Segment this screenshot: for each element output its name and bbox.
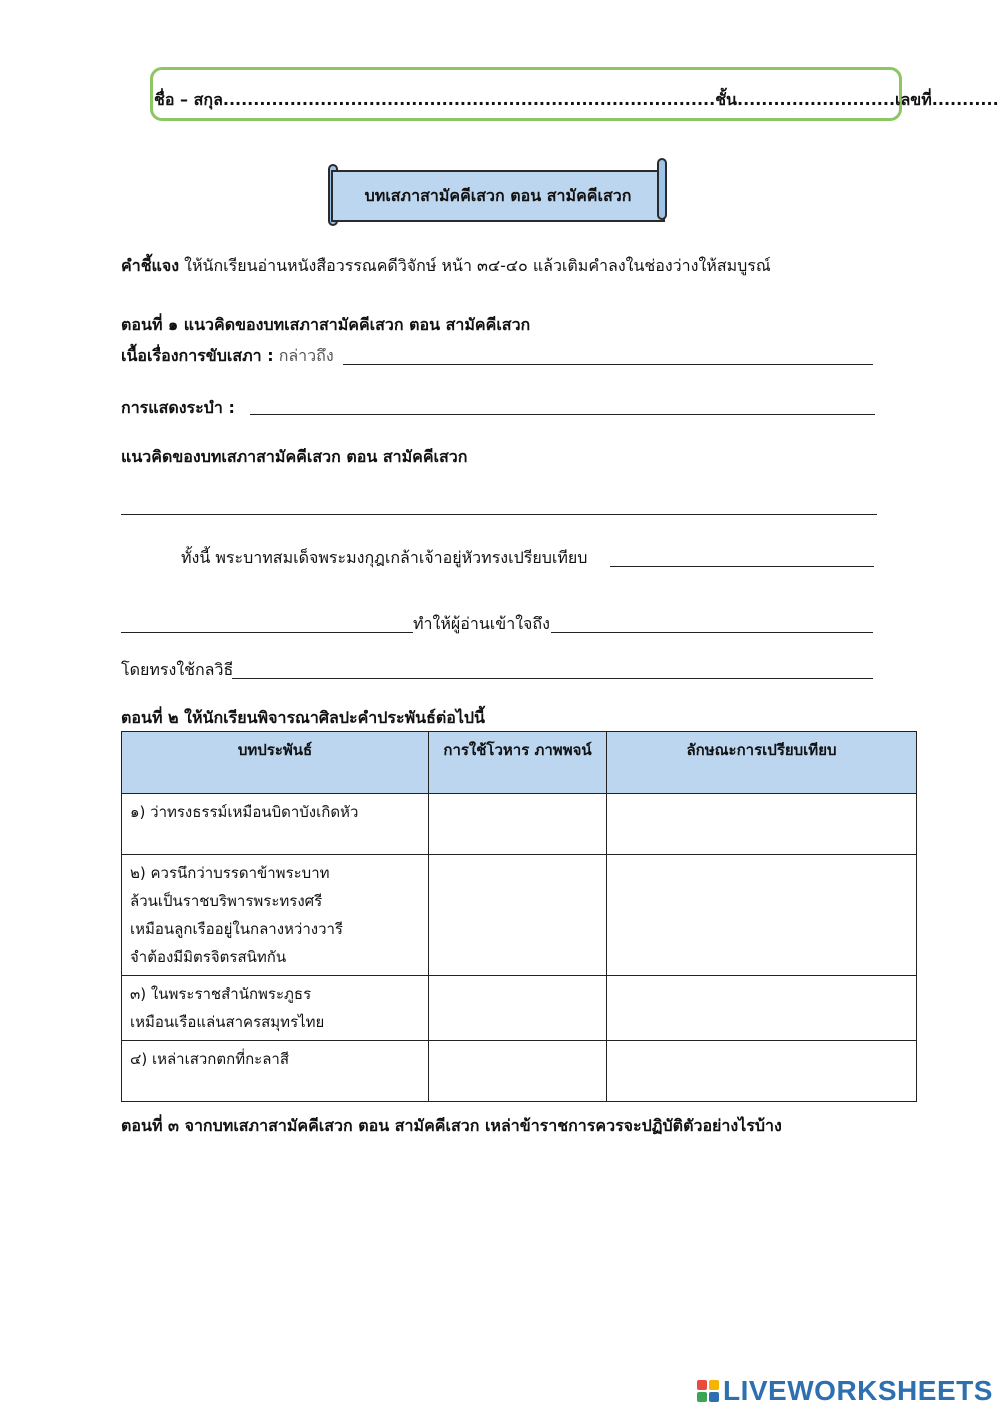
title-banner xyxy=(331,170,665,222)
verse-line: เหมือนลูกเรืออยู่ในกลางหว่างวารี xyxy=(130,920,343,938)
method-answer-line[interactable] xyxy=(232,678,873,679)
reader-text: ทำให้ผู้อ่านเข้าใจถึง xyxy=(413,614,550,633)
comparison-answer-cell[interactable] xyxy=(607,855,917,976)
content-answer-line[interactable] xyxy=(343,364,873,365)
instructions-label: คำชี้แจง xyxy=(121,256,180,275)
verse-cell xyxy=(122,976,429,1041)
verse-line: ๑) ว่าทรงธรรม์เหมือนบิดาบังเกิดหัว xyxy=(130,803,359,821)
verse-cell xyxy=(122,855,429,976)
figures-of-speech-table xyxy=(121,731,917,1102)
verse-cell xyxy=(122,794,429,855)
column-header-figure-of-speech: การใช้โวหาร ภาพพจน์ xyxy=(429,732,607,794)
dance-label: การแสดงระบำ : xyxy=(121,398,235,417)
banner-scroll-right xyxy=(657,158,667,220)
figure-answer-cell[interactable] xyxy=(429,976,607,1041)
instructions xyxy=(121,254,771,279)
verse-line: เหมือนเรือแล่นสาครสมุทรไทย xyxy=(130,1013,325,1031)
instructions-text: ให้นักเรียนอ่านหนังสือวรรณคดีวิจักษ์ หน้า ๓๔-๔๐ แล้วเติมคำลงในช่องว่างให้สมบูรณ์ xyxy=(184,256,771,275)
table-row xyxy=(122,855,917,976)
comparison-answer-cell[interactable] xyxy=(607,976,917,1041)
content-row xyxy=(121,344,334,369)
verse-line: ๓) ในพระราชสำนักพระภูธร xyxy=(130,985,312,1003)
name-field-line[interactable]: ชื่อ – สกุล.................................................................................ชั้น..........................เลขที่........... xyxy=(154,90,999,109)
compare-continue-line[interactable] xyxy=(121,632,413,633)
table-row xyxy=(122,1041,917,1102)
verse-line: ๔) เหล่าเสวกตกที่กะลาสี xyxy=(130,1050,290,1068)
logo-text: LIVEWORKSHEETS xyxy=(723,1375,993,1406)
part1-heading: ตอนที่ ๑ แนวคิดของบทเสภาสามัคคีเสวก ตอน สามัคคีเสวก xyxy=(121,315,531,334)
figure-answer-cell[interactable] xyxy=(429,794,607,855)
dance-answer-line[interactable] xyxy=(250,414,875,415)
concept-answer-line[interactable] xyxy=(121,514,877,515)
page-title: บทเสภาสามัคคีเสวก ตอน สามัคคีเสวก xyxy=(364,185,632,205)
table-row xyxy=(122,794,917,855)
table-header-row xyxy=(122,732,917,794)
column-header-comparison: ลักษณะการเปรียบเทียบ xyxy=(607,732,917,794)
verse-line: ล้วนเป็นราชบริพารพระทรงศรี xyxy=(130,892,323,910)
part3-heading: ตอนที่ ๓ จากบทเสภาสามัคคีเสวก ตอน สามัคคีเสวก เหล่าข้าราชการควรจะปฏิบัติตัวอย่างไรบ้าง xyxy=(121,1116,782,1135)
figure-answer-cell[interactable] xyxy=(429,855,607,976)
comparison-answer-cell[interactable] xyxy=(607,794,917,855)
compare-answer-line[interactable] xyxy=(610,566,874,567)
content-prefix: กล่าวถึง xyxy=(278,346,334,365)
verse-line: ๒) ควรนึกว่าบรรดาข้าพระบาท xyxy=(130,864,330,882)
content-label: เนื้อเรื่องการขับเสภา : xyxy=(121,346,274,365)
liveworksheets-logo-icon xyxy=(697,1380,719,1402)
column-header-verse: บทประพันธ์ xyxy=(122,732,429,794)
verse-cell xyxy=(122,1041,429,1102)
liveworksheets-logo xyxy=(697,1374,993,1408)
reader-answer-line[interactable] xyxy=(551,632,873,633)
table-row xyxy=(122,976,917,1041)
part2-heading: ตอนที่ ๒ ให้นักเรียนพิจารณาศิลปะคำประพันธ์ต่อไปนี้ xyxy=(121,708,485,727)
compare-text: ทั้งนี้ พระบาทสมเด็จพระมงกุฎเกล้าเจ้าอยู่หัวทรงเปรียบเทียบ xyxy=(181,548,588,567)
concept-heading: แนวคิดของบทเสภาสามัคคีเสวก ตอน สามัคคีเสวก xyxy=(121,447,468,466)
method-text: โดยทรงใช้กลวิธี xyxy=(121,660,234,679)
verse-line: จำต้องมีมิตรจิตรสนิทกัน xyxy=(130,948,287,966)
comparison-answer-cell[interactable] xyxy=(607,1041,917,1102)
figure-answer-cell[interactable] xyxy=(429,1041,607,1102)
